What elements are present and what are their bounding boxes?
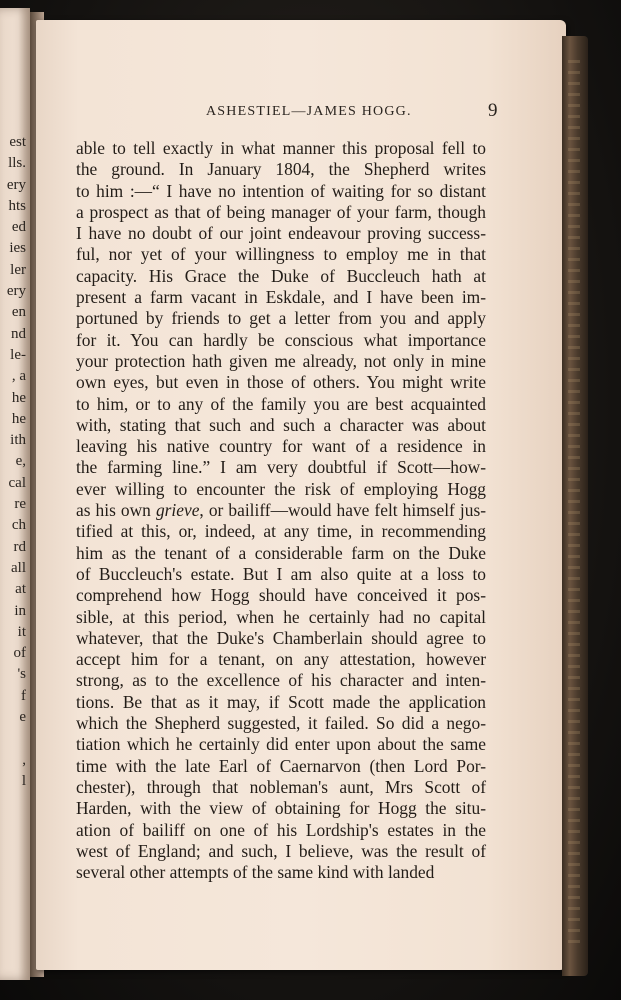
facing-page-fragment: , (22, 751, 26, 768)
facing-page-fragment: at (15, 581, 26, 598)
text-line: with, stating that such and such a character was about (76, 414, 486, 435)
facing-page-fragment: he (11, 389, 26, 406)
facing-page-fragment: f (21, 687, 26, 704)
text-line: able to tell exactly in what manner this proposal fell to (76, 138, 486, 158)
facing-page-fragment: le- (10, 346, 26, 363)
facing-page-fragment: rd (13, 538, 26, 555)
text-line: leaving his native country for want of a residence in (76, 436, 486, 457)
facing-page-fragment: re (14, 496, 26, 513)
facing-page-fragment: ery (6, 283, 26, 300)
text-line: which the Shepherd suggested, it failed. So did a nego- (76, 713, 486, 734)
facing-page-fragment: nd (11, 325, 26, 342)
facing-page-fragment: est (9, 134, 26, 150)
facing-page-fragment (0, 728, 30, 749)
text-run: as his own (76, 500, 156, 521)
facing-page-fragment: , a (11, 368, 26, 385)
facing-page-fragment: ed (11, 219, 26, 236)
facing-page-fragment: ery (6, 176, 26, 193)
facing-page-fragment: hts (8, 197, 26, 214)
facing-page-fragment: 's (17, 666, 26, 683)
text-line: I have no doubt of our joint endeavour proving success- (76, 223, 486, 244)
text-line: Harden, with the view of obtaining for Hogg the situ- (76, 798, 486, 819)
text-line: several other attempts of the same kind with landed (76, 862, 435, 883)
text-line: your protection hath given me already, not only in mine (76, 350, 486, 371)
text-line: capacity. His Grace the Duke of Buccleuch hath at (76, 265, 486, 286)
running-head-title: ASHESTIEL—JAMES HOGG. (206, 104, 412, 119)
text-line: strong, as to the excellence of his character and inten- (76, 670, 486, 691)
text-line: the ground. In January 1804, the Shepherd writes (76, 159, 486, 180)
facing-page-fragment: ler (10, 261, 26, 278)
facing-page-fragment: e (19, 709, 26, 726)
text-line: ation of bailiff on one of his Lordship's estates in the (76, 819, 486, 840)
text-line: west of England; and such, I believe, was the result of (76, 840, 486, 861)
text-line: for it. You can hardly be conscious what importance (76, 329, 486, 350)
running-head (36, 100, 566, 126)
facing-page-fragment: in (14, 602, 26, 619)
text-line: comprehend how Hogg should have conceived it pos- (76, 585, 486, 606)
italic-word: grieve (155, 500, 200, 521)
facing-page-fragment: ies (9, 240, 26, 257)
facing-page-text-fragments (0, 132, 30, 792)
facing-page-fragment: lls. (8, 155, 26, 172)
text-line: ever willing to encounter the risk of employing Hogg (76, 478, 486, 499)
facing-page-fragment: of (13, 645, 26, 662)
text-line: whatever, that the Duke's Chamberlain should agree to (76, 627, 486, 648)
text-line: sible, at this period, when he certainly had no capital (76, 606, 486, 627)
facing-page-fragment: l (21, 772, 26, 789)
facing-page-left (0, 8, 30, 980)
text-line: ful, nor yet of your willingness to employ me in that (76, 244, 486, 265)
text-line: tions. Be that as it may, if Scott made the application (76, 691, 486, 712)
facing-page-fragment: all (11, 559, 26, 576)
facing-page-fragment: en (11, 304, 26, 321)
cover-texture (568, 60, 580, 950)
facing-page-fragment: it (17, 623, 26, 640)
facing-page-fragment: e, (15, 453, 26, 470)
text-line: a prospect as that of being manager of your farm, though (76, 201, 486, 222)
text-line: tified at this, or, indeed, at any time, in recommending (76, 521, 486, 542)
text-line: time with the late Earl of Caernarvon (then Lord Por- (76, 755, 486, 776)
text-line: tiation which he certainly did enter upon about the same (76, 734, 486, 755)
text-run: , or bailiff—would have felt himself jus- (199, 500, 487, 521)
facing-page-fragment: ch (11, 517, 26, 534)
facing-page-fragment: cal (8, 474, 26, 491)
page-number: 9 (488, 100, 498, 121)
facing-page-fragment: he (11, 410, 26, 427)
text-line: portuned by friends to get a letter from you and apply (76, 308, 486, 329)
text-line: to him :—“ I have no intention of waiting for so distant (76, 180, 486, 201)
facing-page-fragment: ith (10, 432, 26, 449)
text-line (76, 500, 486, 521)
text-line: of Buccleuch's estate. But I am also quite at a loss to (76, 563, 486, 584)
text-line: chester), through that nobleman's aunt, Mrs Scott of (76, 776, 486, 797)
text-line: present a farm vacant in Eskdale, and I have been im- (76, 287, 486, 308)
text-line: him as the tenant of a considerable farm on the Duke (76, 542, 486, 563)
text-line: to him, or to any of the family you are best acquainted (76, 393, 486, 414)
body-text (76, 138, 486, 883)
text-line: accept him for a tenant, on any attestation, however (76, 649, 486, 670)
text-line: the farming line.” I am very doubtful if Scott—how- (76, 457, 486, 478)
text-line: own eyes, but even in those of others. You might write (76, 372, 486, 393)
